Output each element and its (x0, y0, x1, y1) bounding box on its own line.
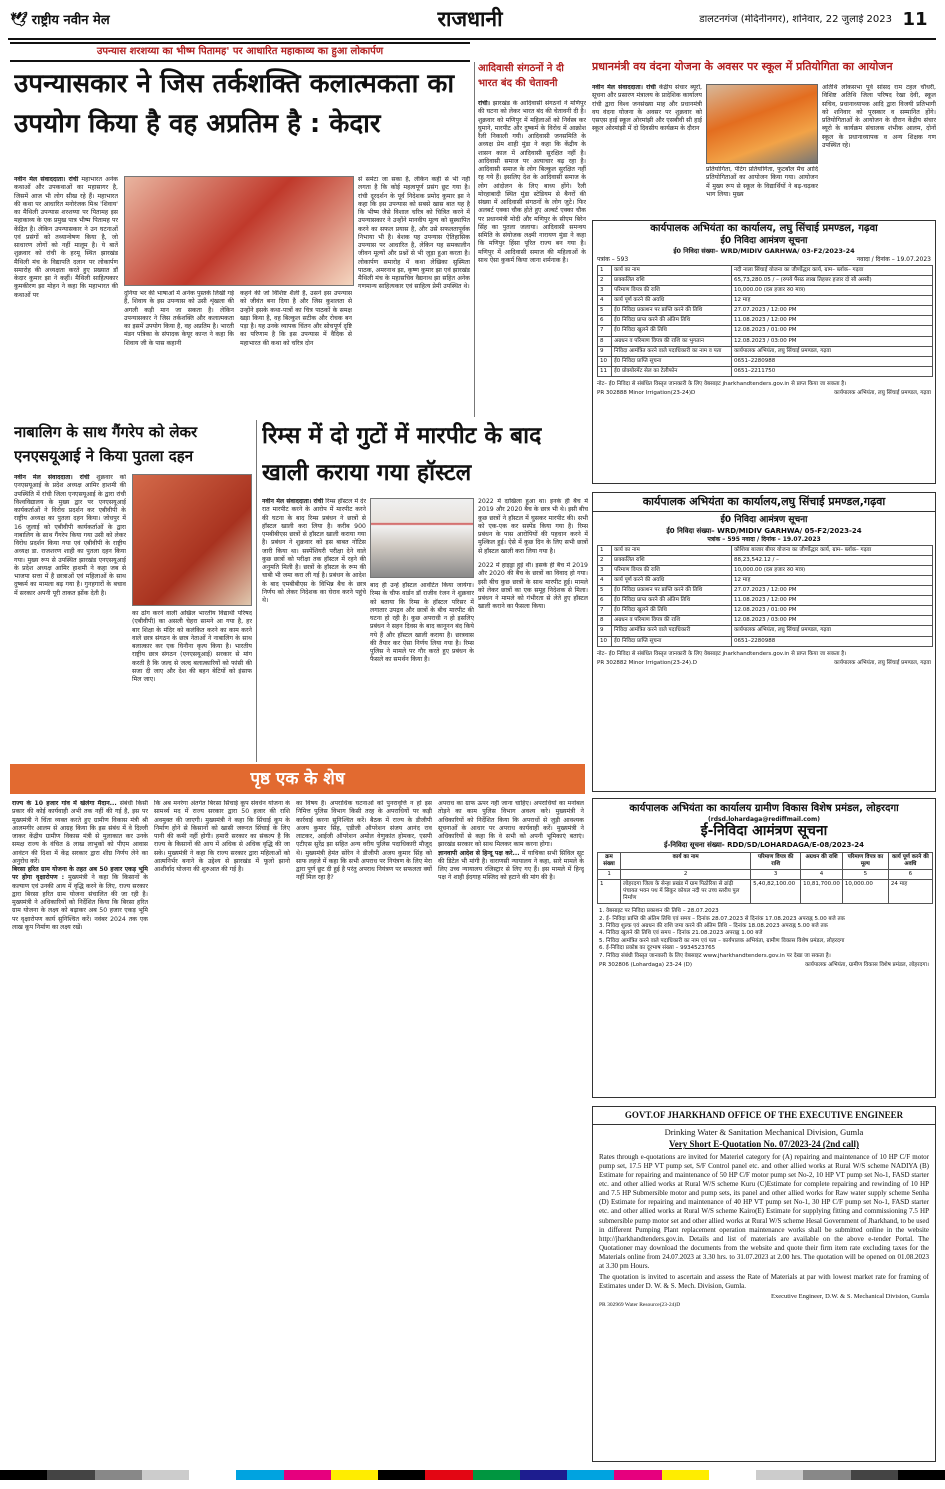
table-cell: 6 (598, 596, 612, 606)
adivasi-headline: आदिवासी संगठनों ने दी भारत बंद की चेतावनी (478, 63, 564, 89)
tender4-title: Very Short E-Quotation No. 07/2023-24 (2nd call) (669, 1139, 859, 1150)
page-number: 11 (902, 9, 928, 30)
color-swatch (236, 1470, 283, 1480)
table-cell: 1 (598, 266, 612, 276)
table-cell: 2 (598, 276, 612, 286)
continued-banner: पृष्ठ एक के शेष (10, 764, 585, 794)
table-cell: 10 (598, 636, 612, 646)
color-swatch (284, 1470, 331, 1480)
table-cell: 5 (598, 306, 612, 316)
tender2-office: कार्यपालक अभियंता का कार्यालय,लघु सिंचाई प्रमण्डल,गढ़वा (593, 493, 935, 512)
tender1-patrank: पत्रांक – 593 (597, 255, 629, 263)
table-cell: लोहरदगा जिला के सेन्हा प्रखंड में ग्राम पिठोरिया से ढांढ़ी पंचायत भवन पथ में सिकुर कोयल नदी पर उच्च स्तरीय पुल निर्माण (621, 880, 751, 904)
tender1-note: नोट– ई0 निविदा से संबंधित विस्तृत जानकारी के लिए वेबसाइट jharkhandtenders.gov.in से प्राप्त किया जा सकता है। (597, 380, 847, 387)
tender4-body2: The quotation is invited to ascertain and assess the Rate of Materials at par with lowest market rate for framing of Estimates under D. W. & S. Mech. Division, Gumla. (599, 1273, 929, 1291)
table-cell: 12.08.2023 / 01:00 PM (732, 606, 933, 616)
tender-notice-lohardaga (592, 798, 936, 1098)
table-cell: प्राक्कलित राशि (612, 556, 732, 566)
column-divider (256, 420, 257, 762)
shesh-col1-head: राज्य के 10 हजार गांव में खेलेगा मैदान... (12, 800, 117, 807)
color-swatch (189, 1470, 236, 1480)
tender3-prno: PR 302806 (Lohardaga) 23-24 (D) (599, 962, 693, 969)
table-cell: 8 (598, 616, 612, 626)
table-cell: 11.08.2023 / 12:00 PM (732, 316, 933, 326)
table-cell: ई0 निविदा प्रकाशन पर प्राप्ति करने की तिथि (612, 586, 732, 596)
color-swatch (378, 1470, 425, 1480)
shesh-col1-head2: बिरसा हरित ग्राम योजना के तहत अब 50 हजार एकड़ भूमि पर होगा वृक्षारोपण : (12, 866, 148, 882)
tender2-patrank: पत्रांक – 595 नवादा / दिनांक – 19.07.2023 (707, 535, 821, 543)
bird-logo-icon: 🕊 (10, 12, 28, 29)
color-swatch (142, 1470, 189, 1480)
table-row (598, 880, 933, 904)
shesh-col1-text: संबंधी किसी प्रकार की कोई कार्यवाही अभी तक नहीं की गई है, इस पर मुख्यमंत्री ने चिंता व्यक्त करते हुए ग्रामीण विकास मंत्री श्री आलमगीर आलम से आग्रह किया कि इस संबंध में वे दिल्ली जाकर केंद्रीय ग्रामीण विकास मंत्री से मुलाकात कर उनके समक्ष राज्य के वंचित 8 लाख लाभुकों को पीएम आवास आवंटन की दिशा में केंद्र सरकार द्वारा शीघ्र निर्णय लेने का अनुरोध करें। (12, 800, 148, 865)
nsui-col1-text: शुक्रवार को एनएसयूआई के प्रदेश अध्यक्ष आमिर हाशमी की उपस्थिति में रांची जिला एनएसयूआई के द्वारा रांची विश्वविद्यालय के मुख्य द्वार पर एनएसयूआई कार्यकर्ताओं ने विरोध प्रदर्शन कर एबीवीपी के राष्ट्रीय अध्यक्ष का पुतला दहन किया। जोधपुर में 16 जुलाई को एबीवीपी कार्यकर्ताओं के द्वारा नाबालिग के साथ गैंगरेप किया गया उसी को लेकर विरोध प्रदर्शन किया गया एवं एबीवीपी के राष्ट्रीय अध्यक्ष डा. राजशरण शाही का पुतला दहन किया गया। मुख्य रूप से उपस्थित झारखंड एनएसयूआई के प्रदेश अध्यक्ष आमिर हाशमी ने कहा जब से भाजपा सत्ता में है छात्राओं एवं महिलाओं के साथ दुष्कर्म का मामला बढ़ गया है। गुनहगारों के बचाव में सरकार अपनी पूरी ताकत झोंक देती है। (14, 474, 126, 597)
color-swatch (756, 1470, 803, 1480)
table-cell: कार्य पूर्ण करने की अवधि (612, 576, 732, 586)
table-cell: अग्रधन व परिमाण विपत्र की राशि (612, 616, 732, 626)
table-cell: 9 (598, 626, 612, 636)
table-cell: ई0 प्रोक्योरमेंट सेल का टेलीफोन (612, 366, 732, 376)
table-cell: 10,000.00 (842, 880, 888, 904)
table-cell: 10,000.00 (दस हजार रु0 मात्र) (732, 566, 933, 576)
table-cell: 6 (598, 316, 612, 326)
table-cell: 65,73,280.05 / – (रुपये पैंसठ लाख तिहत्तर हजार दो सौ अस्सी) (732, 276, 933, 286)
table-cell: 9 (598, 346, 612, 356)
tender1-office: कार्यपालक अभियंता का कार्यालय, लघु सिंचाई प्रमण्डल, गढ़वा (650, 223, 878, 234)
tender3-ref: ई-निविदा सूचना संख्या- RDD/SD/LOHARDAGA/E-08/2023-24 (664, 841, 864, 850)
table-row (598, 286, 933, 296)
tender-detail-line: 1. वेबसाइट पर निविदा प्रकाशन की तिथि – 28.07.2023 (599, 908, 719, 915)
table-cell: परिमाण विपत्र की राशि (612, 286, 732, 296)
table-cell: नदी नाला सिंचाई योजना का जीर्णोद्धार कार्य, ग्राम– ब्लॉक– गढ़वा (732, 266, 933, 276)
table-cell: 7 (598, 326, 612, 336)
tender2-signature: कार्यपालक अभियंता, लघु सिंचाई प्रमण्डल, गढ़वा (834, 659, 931, 666)
tender-detail-line: 3. निविदा शुल्क एवं अग्रधन की राशि जमा करने की अंतिम तिथि – दिनांक 18.08.2023 अपराह्न 5.00 बजे तक (599, 923, 828, 930)
top-story-byline: नवीन मेल संवाददाता। रांची (14, 176, 79, 183)
dateline: डालटनगंज (मेदिनीनगर), शनिवार, 22 जुलाई 2023 (699, 14, 892, 25)
tender-notice-garhwa-2 (592, 492, 936, 792)
color-swatch (567, 1470, 614, 1480)
table-column-number: 1 (598, 870, 621, 880)
tender-detail-line: 4. निविदा खुलने की तिथि एवं समय – दिनांक 21.08.2023 अपराह्न 1.00 बजे (599, 930, 763, 937)
table-cell: 5 (598, 586, 612, 596)
table-cell: ई0 निविदा प्राप्त करने की अंतिम तिथि (612, 596, 732, 606)
table-header-cell: अग्रधन की राशि (801, 853, 843, 870)
table-row (598, 366, 933, 376)
shesh-col3: का विषय है। अपराधिक घटनाओं को पुनरावृत्ति न हो इस निमित्त पुलिस विभाग किसी तरह के अपराधियों पर कड़ी कार्रवाई करना सुनिश्चित करें। बैठक में राज्य के डीजीपी अजय कुमार सिंह, एडीजी ऑपरेशन संजय आनंद राव लाटकर, आईजी ऑपरेशन अमोल वेणुकांत होमकर, एसपी एटीएस सुरेंद्र झा सहित अन्य वरीय पुलिस पदाधिकारी मौजूद थे। मुख्यमंत्री हेमंत सोरेन ने डीजीपी अजय कुमार सिंह को साफ लहजे में कहा कि सभी अपराध पर नियंत्रण के लिए मेरा द्वारा पूर्ण छूट दी हुई है परंतु अपराध नियंत्रण पर सफलता क्यों नहीं मिल रहा है? (296, 800, 432, 882)
color-swatch (0, 1470, 47, 1480)
tender3-email: (rdsd.lohardaga@rediffmail.com) (708, 815, 820, 823)
rims-col4: 2022 में हाइड्रा हुई थी। इसके ही बैच में 2019 और 2020 की बैच के छात्रों का विवाद हो गया। इसी बीच कुछ छात्रों के साथ मारपीट हुई। मामले को लेकर छात्रों का एक समूह निदेशक से मिला। प्रबंधन ने मामले को गंभीरता से लेते हुए हॉस्टल खाली कराने का फैसला किया। (478, 562, 588, 611)
table-cell: 1 (598, 546, 612, 556)
table-cell: परिमाण विपत्र की राशि (612, 566, 732, 576)
table-row (598, 326, 933, 336)
tender1-prno: PR 302888 Minor Irrigation(23-24)D (597, 389, 696, 396)
tender1-ref: ई0 निविदा संख्या– WRD/MIDIV GARHWA/ 03-F2/2023-24 (673, 247, 855, 256)
color-swatch (803, 1470, 850, 1480)
table-row (598, 296, 933, 306)
table-cell: कार्यपालक अभियंता, लघु सिंचाई प्रमण्डल, गढ़वा (732, 626, 933, 636)
table-header-cell: क्रम संख्या (598, 853, 621, 870)
color-swatch (662, 1470, 709, 1480)
table-cell: 12 माह (732, 296, 933, 306)
table-row (598, 566, 933, 576)
nsui-headline: नाबालिग के साथ गैंगरेप को लेकर एनएसयूआई ने किया पुतला दहन (14, 423, 198, 465)
adivasi-byline: रांची। (478, 100, 491, 107)
table-cell: निविदा आमंत्रित करने वाले पदाधिकारी (612, 626, 732, 636)
color-swatch (95, 1470, 142, 1480)
shesh-col4 (438, 800, 584, 1460)
table-row (598, 636, 933, 646)
pm-story-headline: प्रधानमंत्री वय वंदना योजना के अवसर पर स्कूल में प्रतियोगिता का आयोजन (592, 60, 893, 73)
rims-col1 (262, 498, 366, 762)
rims-hostel-photo (370, 498, 474, 578)
tender2-prno: PR 302882 Minor Irrigation(23-24).D (597, 659, 697, 666)
tender3-details (593, 906, 935, 962)
table-column-number: 5 (842, 870, 888, 880)
table-header-cell: परिमाण विपत्र का मूल्य (842, 853, 888, 870)
table-cell: ई0 निविदा प्राप्त करने की अंतिम तिथि (612, 316, 732, 326)
shesh-col1b-text: मुख्यमंत्री ने कहा कि किसानों के कल्याण एवं उनकी आय में वृद्धि करने के लिए, राज्य सरकार द्वारा बिरसा हरित ग्राम योजना संचालित की जा रही है। मुख्यमंत्री ने अधिकारियों को निर्देशित किया कि बिरसा हरित ग्राम योजना के लक्ष्य को बढ़ाकर अब 50 हजार एकड़ भूमि पर वृक्षारोपण कार्य सुनिश्चित करें। नवंबर 2024 तक एक लाख कूप निर्माण का लक्ष्य रखें। (12, 874, 148, 931)
table-cell: अग्रधन व परिमाण विपत्र की राशि का भुगतान (612, 336, 732, 346)
table-cell: कार्य का नाम (612, 266, 732, 276)
section-title: राजधानी (437, 7, 503, 31)
table-cell: कार्य पूर्ण करने की अवधि (612, 296, 732, 306)
table-cell: 3 (598, 566, 612, 576)
pm-story-col1-text: केंद्रीय संचार ब्यूरो, सूचना और प्रसारण मंत्रालय के प्रादेशिक कार्यालय रांची द्वारा विश्व जनसंख्या माह और प्रधानमंत्री वय वंदना योजना के अवसर पर शुक्रवार को एसएस हाई स्कूल ओरमांझी और एसबीवी सी हाई स्कूल ओरमांझी में दो दिवसीय कार्यक्रम के दौरान (592, 84, 702, 133)
table-row (598, 616, 933, 626)
table-row (598, 606, 933, 616)
table-row (598, 596, 933, 606)
table-cell: 0651–2280988 (732, 356, 933, 366)
nsui-col2: का ढोंग करने वाली अखिल भारतीय विद्यार्थी परिषद (एबीवीपी) का असली चेहरा सामने आ गया है, हर बार शिक्षा के मंदिर को कलंकित करने का काम करने वाले छात्र संगठन के छात्र नेताओं ने नाबालिग के साथ बलात्कार कर एक घिनौना कृत्य किया है। भारतीय राष्ट्रीय छात्र संगठन (एनएसयूआई) सरकार से मांग करती है कि जल्द से जल्द बलात्कारियों को फांसी की सजा दी जाए और देश की बहन बेटियों को इंसाफ मिल जाए। (132, 610, 252, 683)
table-cell: ई0 निविदा प्रकाशन पर प्राप्ति करने की तिथि (612, 306, 732, 316)
table-cell: 10,81,700.00 (801, 880, 843, 904)
top-story-kicker: उपन्यास शरशय्या का भीष्म पितामह' पर आधारित महाकाव्य का हुआ लोकार्पण (10, 42, 470, 62)
color-swatch (709, 1470, 756, 1480)
tender-notice-gumla (592, 1106, 936, 1462)
top-story-col1 (14, 176, 118, 416)
table-cell: 27.07.2023 / 12:00 PM (732, 586, 933, 596)
color-swatch (898, 1470, 945, 1480)
shesh-col1 (12, 800, 148, 1460)
tender-detail-line: 7. निविदा संबंधी विस्तृत जानकारी के लिए वेबसाइट www.jharkhandtenders.gov.in पर देखा जा सकता है। (599, 952, 831, 959)
tender1-date: नवादा / दिनांक – 19.07.2023 (856, 255, 931, 263)
table-cell: 12 माह (732, 576, 933, 586)
table-row (598, 586, 933, 596)
color-swatch (520, 1470, 567, 1480)
top-story-col2: दुनिया भर की भाषाओं में अनेक पुस्तकें लिखी गई हैं, शिवाय के इस उपन्यास को उसी शृंखला की अगली कड़ी मान जा सकता है। लेकिन उपन्यासकार ने जिस तर्कशक्ति और कलात्मकता का इसमें उपयोग किया है, वह अप्रतिम है। भारती मंडन पत्रिका के संपादक केयूर कान्त ने कहा कि शिवाय जी के पास कहानी (124, 290, 234, 347)
pm-story-col2: प्रतियोगिता, पेंटिंग प्रतियोगिता, फुटबॉल मैच आदि प्रतियोगिताओं का आयोजन किया गया। आयोजन में मुख्य रूप से स्कूल के विद्यार्थियों ने बढ़-चढ़कर भाग लिया। मुख्य (706, 166, 818, 198)
tender3-signature: कार्यपालक अभियंता, ग्रामीण विकास विशेष प्रमंडल, लोहरदगा। (805, 962, 929, 969)
table-column-number: 6 (888, 870, 932, 880)
table-cell: कौशिया बाजार बीयर योजना का जीर्णोद्धार कार्य, ग्राम– ब्लॉक– गढ़वा (732, 546, 933, 556)
tender4-division: Drinking Water & Sanitation Mechanical Division, Gumla (664, 1126, 864, 1137)
table-cell: 11.08.2023 / 12:00 PM (732, 596, 933, 606)
table-header-cell: कार्य का नाम (621, 853, 751, 870)
table-row (598, 276, 933, 286)
top-story-col3: कहने की जो विशिष्ट शैली है, उसने इस उपन्यास को जीवंत बना दिया है और जिस कुशलता से उन्होंने इसके कथा-पात्रों का चित्र पाठकों के समक्ष खड़ा किया है, वह बिल्कुल सटीक और रोचक बन पड़ा है। यह उनके व्यापक चिंतन और सोचपूर्ण दृष्टि का परिणाम है कि इस उपन्यास में वैदिक से महाभारत की कथा को चरित्र दोन (240, 290, 352, 347)
tender-detail-line: 2. ई- निविदा प्राप्ति की अंतिम तिथि एवं समय – दिनांक 28.07.2023 से दिनांक 17.08.2023 अपराह्न 5.00 बजे तक (599, 915, 845, 922)
tender1-title: ई0 निविदा आमंत्रण सूचना (720, 235, 808, 246)
shesh-col2: कि अब मनरेगा अंतर्गत बिरसा सिंचाई कूप संवर्धन योजना के सामर्थ्य मद में राज्य सरकार द्वारा 50 हजार की राशि अवमुक्त की जाएगी। मुख्यमंत्री ने कहा कि सिंचाई कूप के निर्माण होने से किसानों को खासी जरूरत सिंचाई के लिए पानी की कमी नहीं होगी। हमारी सरकार का संकल्प है कि राज्य के किसानों की आय में अधिक से अधिक वृद्धि की जा सके। मुख्यमंत्री ने कहा कि राज्य सरकार द्वारा महिलाओं को आत्मनिर्भर बनाने के उद्देश्य से झारखंड में फूलो झानो आशीर्वाद योजना की शुरुआत की गई है। (154, 800, 290, 873)
color-swatch (614, 1470, 661, 1480)
table-cell: 27.07.2023 / 12:00 PM (732, 306, 933, 316)
rims-byline: नवीन मेल संवाददाता। रांची (262, 498, 324, 505)
tender2-table (597, 545, 933, 646)
table-cell: निविदा आमंत्रित करने वाले पदाधिकारी का नाम व पता (612, 346, 732, 356)
table-column-number: 4 (801, 870, 843, 880)
tender4-prno: PR 302969 Water Resource(23-24)D (599, 1301, 681, 1308)
table-cell: 4 (598, 296, 612, 306)
newspaper-name: राष्ट्रीय नवीन मेल (31, 12, 110, 28)
table-cell: 10 (598, 356, 612, 366)
tender2-note: नोट– ई0 निविदा से संबंधित विस्तृत जानकारी के लिए वेबसाइट jharkhandtenders.gov.in से प्राप्त किया जा सकता है। (597, 650, 847, 657)
table-row (598, 306, 933, 316)
tender2-footer (593, 660, 935, 667)
table-cell: कार्य का नाम (612, 546, 732, 556)
table-row (598, 626, 933, 636)
tender1-signature: कार्यपालक अभियंता, लघु सिंचाई प्रमण्डल, गढ़वा (834, 389, 931, 396)
tender2-ref: ई0 निविदा संख्या– WRD/MIDIV GARHWA/ 05-F2/2023-24 (666, 526, 862, 535)
table-column-number: 3 (751, 870, 801, 880)
rims-col2: 2022 में दाखिला हुआ था। इनके ही बैच में 2019 और 2020 बैच के छात्र भी थे। इसी बीच कुछ छात्रों ने हॉस्टल में घुसकर मारपीट की। सभी को एक-एक कर सस्पेंड किया गया है। रिम्स प्रबंधन के पास आरोपियों की पहचान करने में मुश्किल हुई। ऐसे में कुछ दिन के लिए सभी छात्रों से हॉस्टल खाली करा लिया गया है। (478, 498, 588, 555)
newspaper-logo (10, 8, 170, 34)
table-header-cell: कार्य पूर्ण करने की अवधि (888, 853, 932, 870)
table-column-number: 2 (621, 870, 751, 880)
color-swatch (331, 1470, 378, 1480)
tender3-footer (593, 962, 935, 969)
tender3-title: ई-निविदा आमंत्रण सूचना (700, 823, 828, 840)
table-cell: 12.08.2023 / 03:00 PM (732, 336, 933, 346)
print-color-bar (0, 1470, 945, 1480)
table-cell: कार्यपालक अभियंता, लघु सिंचाई प्रमण्डल, गढ़वा (732, 346, 933, 356)
table-cell: 12.08.2023 / 01:00 PM (732, 326, 933, 336)
shesh-col4-text: अपराध का ग्राफ ऊपर नहीं जाना चाहिए। अपराधियों का मनोबल तोड़ने का काम पुलिस विभाग अवश्य करे। मुख्यमंत्री ने अधिकारियों को निर्देशित किया कि अपराधों से जुड़ी आवश्यक सूचनाओं के आधार पर अपराध कार्यवाही करें। मुख्यमंत्री ने अधिकारियों से कहा कि वे सभी को अपनी भूमिकाएं बताएं। झारखंड सरकार को साथ मिलकर काम करना होगा। (438, 800, 584, 849)
shesh-col4-head: ज्ञानवापी आदेश से हिन्दू पक्ष करे... (438, 849, 520, 857)
tender-detail-line: 5. निविदा आमंत्रित करने वाले पदाधिकारी का नाम एवं पता – कार्यपालक अभियंता, ग्रामीण विकास विशेष प्रमंडल, लोहरदगा (599, 937, 845, 944)
rims-col3: बाद ही उन्हें हॉस्टल आवंटित किया जायेगा। रिम्स के चीफ वार्डन डॉ राजीव रंजन ने शुक्रवार को बताया कि रिम्स के हॉस्टल परिसर में लगातार उपद्रव और छात्रों के बीच मारपीट की घटना हो रही है। कुछ अपराधी न हो इसलिए प्रबंधन ने सहन दिवस के बाद कानूनन बंद किये गये हैं और हॉस्टल खाली कराया है। छात्रवास की तैयार कर ऐसा निर्णय लिया गया है। रिम्स पुलिस ने मामले पर गौर करते हुए प्रबंधन के फैसले का समर्थन किया है। (370, 582, 474, 664)
nsui-byline: नवीन मेल संवाददाता। रांची (14, 474, 90, 481)
rims-col1-text: रिम्स हॉस्टल में देर रात मारपीट करने के आरोप में मारपीट करने की घटना के बाद रिम्स प्रबंधन ने छात्रों से हॉस्टल खाली करा लिया है। करीब 900 एमबीबीएस छात्रों से हॉस्टल खाली कराया गया है। प्रबंधन ने शुक्रवार को इस बाबत नोटिस जारी किया था। सस्पेंशियरी परीक्षा देने वाले कुछ छात्रों को परीक्षा तक हॉस्टल में रहने की अनुमति मिली है। छात्रों के हॉस्टल के रूम की चाबी भी जमा करा ली गई है। प्रबंधन के आदेश के बाद एमबीबीएस के विभिन्न बैच के छात्र निर्णय को लेकर निदेशक का घेराव करने पहुंचे थे। (262, 498, 366, 604)
tender2-title: ई0 निविदा आमंत्रण सूचना (720, 515, 808, 526)
top-story-col4: से समेटा जा सका है, लेकिन कहीं से भी नहीं लगता है कि कोई महत्वपूर्ण प्रसंग छूट गया है। रांची दूरदर्शन के पूर्व निदेशक प्रमोद कुमार झा ने कहा कि इस उपन्यास को सबसे खास बात यह है कि भीष्म जैसे विशाल चरित्र को चित्रित करने में उपन्यासकार ने उन्होंने मानवीय मूल्य को सुस्थापित करने का सफल प्रयास है, और उसे सफलतापूर्वक निभाया भी है। बेशक यह उपन्यास ऐतिहासिक उपन्यास पर आधारित है, लेकिन यह समकालीन जीवन मूल्यों और प्रश्नों से भी जुड़ा हुआ करता है। लोकार्पण समारोह में कथा लेखिका सुस्मिता पाठक, अमरनाथ झा, कृष्ण कुमार झा एवं झारखंड मैथिली मंच के महासचिव वैद्यनाथ झा सहित अनेक गणमान्य साहित्यकार एवं साहित्य प्रेमी उपस्थित थे। (358, 176, 470, 291)
masthead-rule (8, 38, 936, 40)
top-story-col1-text: महाभारत अनेक कथाओं और उपकथाओं का महासागर है, जिसमें आज भी लोग सीख रहे हैं। महाभारत की कथा पर आधारित मनोरंजक मिश्र 'शिवाय' का मैथिली उपन्यास शरशय्या पर पितामह इस महाकाव्य के एक प्रमुख पात्र भीष्म पितामह पर केंद्रित है। लेकिन उपन्यासकार ने उन घटनाओं एवं प्रसंगों को तथ्यान्वेषण किया है, जो साधारण लोगों को नहीं मालूम है। ये बातें शुक्रवार को रांची के हरमू स्थित झारखंड मैथिली मंच के विद्यापति दलान पर लोकार्पण समारोह की अध्यक्षता करते हुए प्रख्यात डॉ केदार कुमार झा ने कहीं। मैथिली साहित्यकार कुमकीरण झा मोहन ने कहा कि महाभारत की कथाओं पर (14, 176, 118, 299)
nsui-col1 (14, 474, 126, 762)
tender4-govt: GOVT.OF JHARKHAND OFFICE OF THE EXECUTIVE ENGINEER (593, 1110, 935, 1125)
tender-notice-garhwa-1 (592, 220, 936, 484)
shesh-col4b-text: में याचिका सभी सिविल सूट की डिटेल भी मांगी है। वाराणसी न्यायालय ने कहा, सारे मामले के लिए उच्च न्यायालय रजिस्ट्रार से लिए गए हैं। इस मामले में हिन्दू पक्ष ने शाही ईदगाह मस्जिद को हटाने की मांग की है। (438, 849, 584, 882)
table-cell: 7 (598, 606, 612, 616)
table-cell: 24 माह (888, 880, 932, 904)
table-row (598, 356, 933, 366)
tender4-body: Rates through e-quotations are invited for Materiel category for (A) repairing and maintenance of 10 HP C/F motor pump set, 17.5 HP VT pump set, S/F Control panel etc. and other allied works at Rural W/S scheme NADIYA (B) Estimate for repairing and maintenance of 50 HP C/F motor pump set No-2, 10 HP VT pump set No-1, FASD starter etc. and other allied works at Rural W/S scheme Kuru (C)Estimate for complete repairing and rewinding of 10 HP and 7.5 HP Submersible motor and pump sets, its panel and other allied works for Raw water supply scheme Senha (D) Estimate for repairing and maintenance of 40 HP VT pump set No-1, 30 HP C/F pump set No-1, FASD starter etc. and other allied works at Rural W/S scheme Kairo(E) Estimate for supplying fitting and commissioning 7.5 HP submersible pump motor set and other allied works at Rural W/S scheme Hesal Government of Jharkhand, to be used in different Pumping Plant replacement operation maintenance works shall be submitted online in the website http://jharkhandtenders.gov.in. Details and list of materials are available on the above e-tender Portal. The Quotationer may download the documents from the website and quote their firm item rate excluding taxes for the Materials online from 24.07.2023 at 3.30 hrs. to 31.07.2023 at 2.00 hrs. The quotation will be opened on 01.08.2023 at 3.30 pm Hours. (599, 1152, 929, 1271)
color-swatch (851, 1470, 898, 1480)
table-row (598, 556, 933, 566)
top-story-headline: उपन्यासकार ने जिस तर्कशक्ति कलात्मकता का उपयोग किया है वह अप्रतिम है : केदार (14, 69, 455, 140)
table-cell: ई0 निविदा प्राप्ति सूचना (612, 636, 732, 646)
table-cell: 1 (598, 880, 621, 904)
tender4-signature: Executive Engineer, D.W. & S. Mechanical Division, Gumla (771, 1293, 929, 1301)
table-cell: 0651–2211750 (732, 366, 933, 376)
pm-story-byline: नवीन मेल संवाददाता। रांची (592, 84, 656, 91)
effigy-burning-photo (132, 474, 252, 606)
table-cell: 12.08.2023 / 03:00 PM (732, 616, 933, 626)
table-row (598, 316, 933, 326)
pm-story-col3: अतिथि लोकसभा पूर्व सांसद राम टहल चौधरी, विशिष्ट अतिथि जिला परिषद रेखा देवी, स्कूल सचिव, प्रधानाध्यापक आदि द्वारा विजयी प्रतिभागी को शनिवार को पुरस्कार व सम्मानित होंगे। प्रतियोगिताओं के आयोजन के दौरान केंद्रीय संचार ब्यूरो के कार्यक्रम संचालक शंभीक आलम, दोनों स्कूल के प्रधानाध्यापक व अन्य शिक्षक गण उपस्थित रहे। (822, 84, 936, 149)
adivasi-body (478, 100, 586, 416)
table-cell: प्राक्कलित राशि (612, 276, 732, 286)
adivasi-text: झारखंड के आदिवासी संगठनों ने मणिपुर की घटना को लेकर भारत बंद की चेतावनी दी है। शुक्रवार को मणिपुर में महिलाओं को निर्वस्त्र कर घुमाने, मारपीट और दुष्कर्म के विरोध में आक्रोश रैली निकाली गयी। आदिवासी जनसमिति के अध्यक्ष प्रेम शाही मुंडा ने कहा कि केंद्रीय के शासन काल में आदिवासी सुरक्षित नहीं है। आदिवासी समाज पर अत्याचार बढ़ रहा है। आदिवासी समाज के लोग बिल्कुल सुरक्षित नहीं रह गये हैं। इसलिए देश के आदिवासी समाज के लोग आंदोलन के लिए बाध्य होंगे। रैली मोरहाबादी स्थित मुंडा स्टेडियम से बैनरों की संख्या में आदिवासी संगठनों के लोग जुटे। फिर अलबर्ट एक्का चौक होते हुए अल्बर्ट एक्का चौक पर प्रधानमंत्री मोदी और मणिपुर के सीएम बिरेन सिंह का पुतला जलाया। आदिवासी समन्वय समिति के संयोजक लक्ष्मी नारायण मुंडा ने कहा कि मणिपुर हिंसा पूरित राज्य बन गया है। मणिपुर में आदिवासी समाज की महिलाओं के साथ ऐसा कुकर्म किया जाना शर्मनाक है। (478, 100, 586, 264)
tender1-ref-row (593, 256, 935, 264)
table-row (598, 336, 933, 346)
tender-detail-line: 6. ई-निविदा प्रकोष्ठ का दूरभाष संख्या – 9934523765 (599, 945, 716, 952)
table-cell: 11 (598, 366, 612, 376)
table-row (598, 346, 933, 356)
table-cell: 10,000.00 (दस हजार रु0 मात्र) (732, 286, 933, 296)
color-swatch (473, 1470, 520, 1480)
table-row (598, 546, 933, 556)
table-cell: 8 (598, 336, 612, 346)
rims-headline: रिम्स में दो गुटों में मारपीट के बाद खाली कराया गया हॉस्टल (262, 423, 542, 486)
table-row (598, 266, 933, 276)
tender3-office: कार्यपालक अभियंता का कार्यालय ग्रामीण विकास विशेष प्रमंडल, लोहरदगा (629, 803, 899, 814)
table-cell: 3 (598, 286, 612, 296)
launch-event-photo (124, 176, 354, 286)
school-competition-photo (706, 84, 818, 164)
table-header-cell: परिमाण विपत्र की राशि (751, 853, 801, 870)
color-swatch (425, 1470, 472, 1480)
table-cell: 5,40,82,100.00 (751, 880, 801, 904)
color-swatch (47, 1470, 94, 1480)
tender3-table (597, 852, 933, 904)
table-row (598, 576, 933, 586)
table-cell: ई0 निविदा खुलने की तिथि (612, 606, 732, 616)
column-divider (474, 62, 475, 417)
pm-story-col1 (592, 84, 702, 216)
table-cell: ई0 निविदा प्राप्ति सूचना (612, 356, 732, 366)
table-cell: 88,23,542.12 / – (732, 556, 933, 566)
table-cell: 2 (598, 556, 612, 566)
table-cell: ई0 निविदा खुलने की तिथि (612, 326, 732, 336)
table-cell: 0651–2280988 (732, 636, 933, 646)
tender1-footer (593, 390, 935, 397)
tender1-table (597, 265, 933, 376)
table-cell: 4 (598, 576, 612, 586)
